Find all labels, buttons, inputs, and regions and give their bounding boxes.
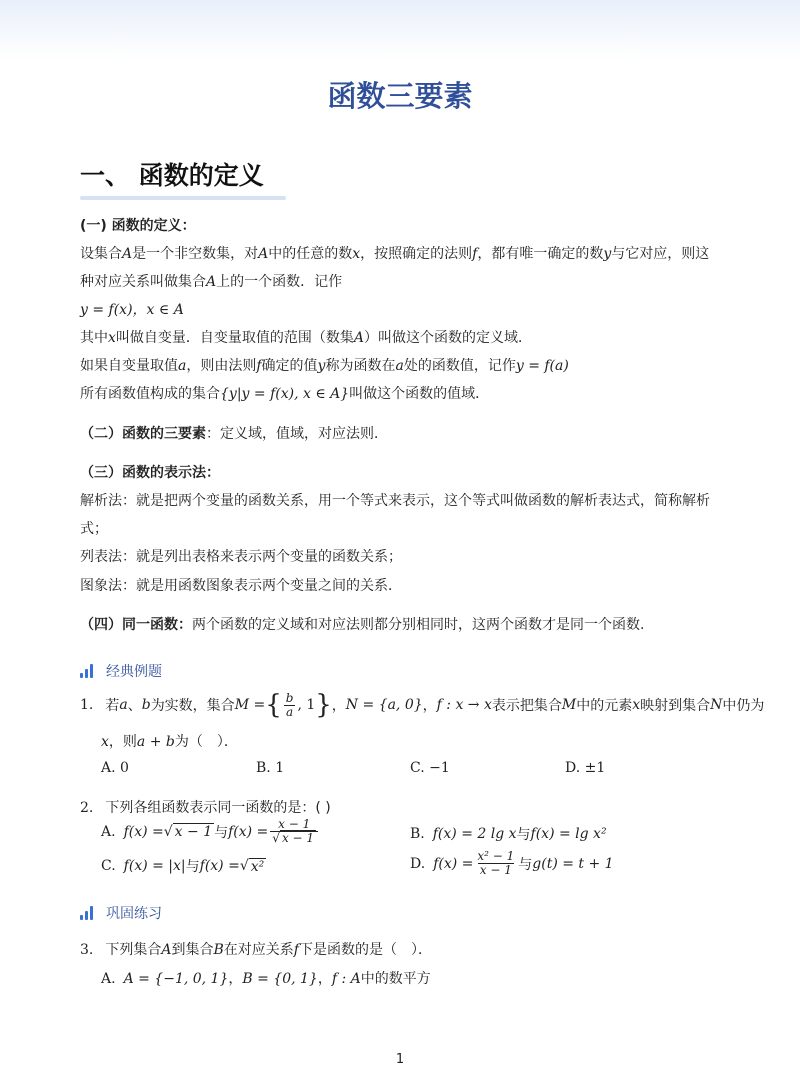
question-text: 下列各组函数表示同一函数的是：( ) xyxy=(105,800,331,816)
q2-option-d[interactable] xyxy=(410,850,614,877)
text: 若 xyxy=(105,698,120,714)
math: x xyxy=(632,697,641,713)
text: 称为函数在 xyxy=(325,358,396,374)
text: 中仍为 xyxy=(722,698,765,714)
text: 中的元素 xyxy=(576,698,633,714)
math: g(t) = t + 1 xyxy=(532,855,614,872)
question-number: 3. xyxy=(80,942,94,958)
heading-text: 巩固练习 xyxy=(106,906,162,922)
q1-option-b[interactable]: B. 1 xyxy=(256,760,285,776)
text: 叫做这个函数的值域． xyxy=(349,386,490,402)
text: ，按照确定的法则 xyxy=(360,246,473,262)
definition-paragraph-2 xyxy=(80,272,342,292)
text: ：定义域，值域，对应法则． xyxy=(206,426,388,442)
math: y xyxy=(317,358,326,374)
practice-heading xyxy=(80,903,162,923)
math: x xyxy=(108,330,116,346)
text: ，则由法则 xyxy=(186,358,257,374)
text: 叫做自变量．自变量取值的范围（数集 xyxy=(115,330,354,346)
denominator: a xyxy=(286,704,294,719)
question-number: 2. xyxy=(80,800,94,816)
page-title: 函数三要素 xyxy=(327,79,473,113)
question-3 xyxy=(80,939,432,959)
text: 两个函数的定义域和对应法则都分别相同时，这两个函数才是同一个函数. xyxy=(192,617,645,633)
math: f(x) = 2 lg x xyxy=(432,826,517,842)
q3-option-a[interactable] xyxy=(101,968,431,988)
text: 与它对应，则这 xyxy=(611,246,710,262)
math: B xyxy=(213,942,224,958)
sqrt-content: x² xyxy=(250,858,265,875)
math: f(x) = xyxy=(199,858,240,874)
text: 处的函数值，记作 xyxy=(403,358,516,374)
math: f xyxy=(256,358,262,374)
sqrt-content: x − 1 xyxy=(174,824,213,840)
sqrt-sign: √ xyxy=(272,831,280,845)
q1-option-d[interactable]: D. ±1 xyxy=(565,760,606,776)
text: 到集合 xyxy=(171,942,214,958)
representation-label: （三）函数的表示法： xyxy=(80,465,220,481)
math: f : x → x xyxy=(436,697,492,713)
math: a xyxy=(395,358,404,374)
math: N xyxy=(710,697,723,713)
text: 中的任意的数 xyxy=(268,246,353,262)
denominator: x − 1 xyxy=(479,863,512,877)
sqrt-sign: √ xyxy=(239,858,249,874)
denominator xyxy=(270,831,318,845)
fraction xyxy=(284,692,296,719)
question-2 xyxy=(80,797,331,817)
text: 表示把集合 xyxy=(491,698,562,714)
question-1 xyxy=(80,690,764,720)
text: 与 xyxy=(214,824,229,841)
representation-graph: 图象法：就是用函数图象表示两个变量之间的关系． xyxy=(80,578,402,594)
math: a xyxy=(178,358,187,374)
same-function xyxy=(80,615,644,635)
definition-paragraph-3 xyxy=(80,328,532,348)
text: ， xyxy=(317,971,332,987)
text: 其中 xyxy=(80,330,108,346)
math: M xyxy=(561,697,577,713)
q1-option-c[interactable]: C. −1 xyxy=(410,760,450,776)
text: 与 xyxy=(518,856,533,873)
text: 中的数平方 xyxy=(360,971,431,987)
definition-formula: y = f(x)，x ∈ A xyxy=(80,302,184,318)
representation-analytic-cont: 式； xyxy=(80,521,108,537)
numerator: x − 1 xyxy=(278,817,311,831)
math: A xyxy=(206,274,217,290)
math: a + b xyxy=(136,734,175,750)
q2-option-c[interactable] xyxy=(101,856,266,876)
bar-chart-icon xyxy=(80,906,96,920)
math: f xyxy=(472,246,478,262)
text: 为实数，集合 xyxy=(150,698,235,714)
math: y = f(a) xyxy=(515,358,569,374)
definition-label: (一) 函数的定义： xyxy=(80,218,196,234)
text: ，则 xyxy=(108,734,137,750)
header-gradient xyxy=(0,0,800,60)
math: A = {−1, 0, 1} xyxy=(123,971,229,987)
label: （四）同一函数： xyxy=(80,617,192,633)
label: （二）函数的三要素 xyxy=(80,426,206,442)
definition-paragraph-5 xyxy=(80,384,489,404)
definition-paragraph-4 xyxy=(80,356,569,376)
option-label: D. xyxy=(410,855,426,872)
q2-option-a[interactable] xyxy=(101,818,320,845)
page-number: 1 xyxy=(395,1052,405,1067)
q1-option-a[interactable]: A. 0 xyxy=(101,760,129,776)
math: A xyxy=(122,246,133,262)
text: 、 xyxy=(127,698,142,714)
q2-option-b[interactable] xyxy=(410,824,607,844)
bar-chart-icon xyxy=(80,664,96,678)
text: 为（ ）． xyxy=(174,734,238,750)
text: 与 xyxy=(185,859,200,875)
math: N = {a, 0} xyxy=(345,697,423,713)
text: ， xyxy=(228,971,243,987)
math: A xyxy=(258,246,269,262)
text: 设集合 xyxy=(80,246,122,262)
text: 下列集合 xyxy=(105,942,162,958)
text: ，都有唯一确定的数 xyxy=(477,246,604,262)
definition-paragraph-1 xyxy=(80,244,709,264)
text: 如果自变量取值 xyxy=(80,358,178,374)
brace-close: } xyxy=(315,690,332,720)
fraction xyxy=(270,818,318,845)
text: 映射到集合 xyxy=(640,698,711,714)
math: f(x) = |x| xyxy=(123,858,186,874)
text: 在对应关系 xyxy=(223,942,294,958)
text: 是一个非空数集，对 xyxy=(132,246,259,262)
brace-open: { xyxy=(265,690,282,720)
question-1-line-2 xyxy=(101,731,238,751)
heading-underline xyxy=(80,196,286,200)
option-label: A. xyxy=(101,971,116,987)
math: f(x) = xyxy=(433,855,474,872)
math: A xyxy=(161,942,172,958)
option-label: A. xyxy=(101,823,116,840)
option-label: B. xyxy=(410,826,425,842)
examples-heading xyxy=(80,661,162,681)
fraction xyxy=(475,850,516,877)
sqrt-sign: √ xyxy=(163,823,173,840)
math: f(x) = xyxy=(123,823,164,840)
math: , 1 xyxy=(297,697,316,713)
text: 种对应关系叫做集合 xyxy=(80,274,206,290)
math: M = xyxy=(234,697,266,713)
three-elements xyxy=(80,424,388,444)
text: 所有函数值构成的集合 xyxy=(80,386,220,402)
math: f : A xyxy=(331,971,361,987)
sqrt-content: x − 1 xyxy=(281,831,315,845)
math: A xyxy=(353,330,365,346)
text: ）叫做这个函数的定义域． xyxy=(364,330,533,346)
numerator: x² − 1 xyxy=(477,849,515,863)
math: f(x) = xyxy=(228,823,269,840)
text: ， xyxy=(422,698,437,714)
representation-analytic: 解析法：就是把两个变量的函数关系，用一个等式来表示，这个等式叫做函数的解析表达式，简称解析 xyxy=(80,493,710,509)
math: a xyxy=(119,697,128,713)
option-label: C. xyxy=(101,858,116,874)
question-number: 1. xyxy=(80,697,94,713)
math: B = {0, 1} xyxy=(242,971,318,987)
math: b xyxy=(141,697,151,713)
math: x xyxy=(101,734,109,750)
math: x xyxy=(352,246,361,262)
text: 上的一个函数．记作 xyxy=(216,274,343,290)
text: 下是函数的是（ ）． xyxy=(298,942,432,958)
math: f(x) = lg x² xyxy=(530,826,607,842)
math: f xyxy=(293,942,299,958)
heading-text: 经典例题 xyxy=(106,664,162,680)
text: 确定的值 xyxy=(261,358,318,374)
representation-table: 列表法：就是列出表格来表示两个变量的函数关系； xyxy=(80,549,402,565)
math: {y|y = f(x), x ∈ A} xyxy=(220,386,350,402)
numerator: b xyxy=(285,690,294,705)
text: 与 xyxy=(516,827,531,843)
text: ， xyxy=(331,698,346,714)
section-heading: 一、 函数的定义 xyxy=(80,161,264,190)
math: y xyxy=(603,246,612,262)
